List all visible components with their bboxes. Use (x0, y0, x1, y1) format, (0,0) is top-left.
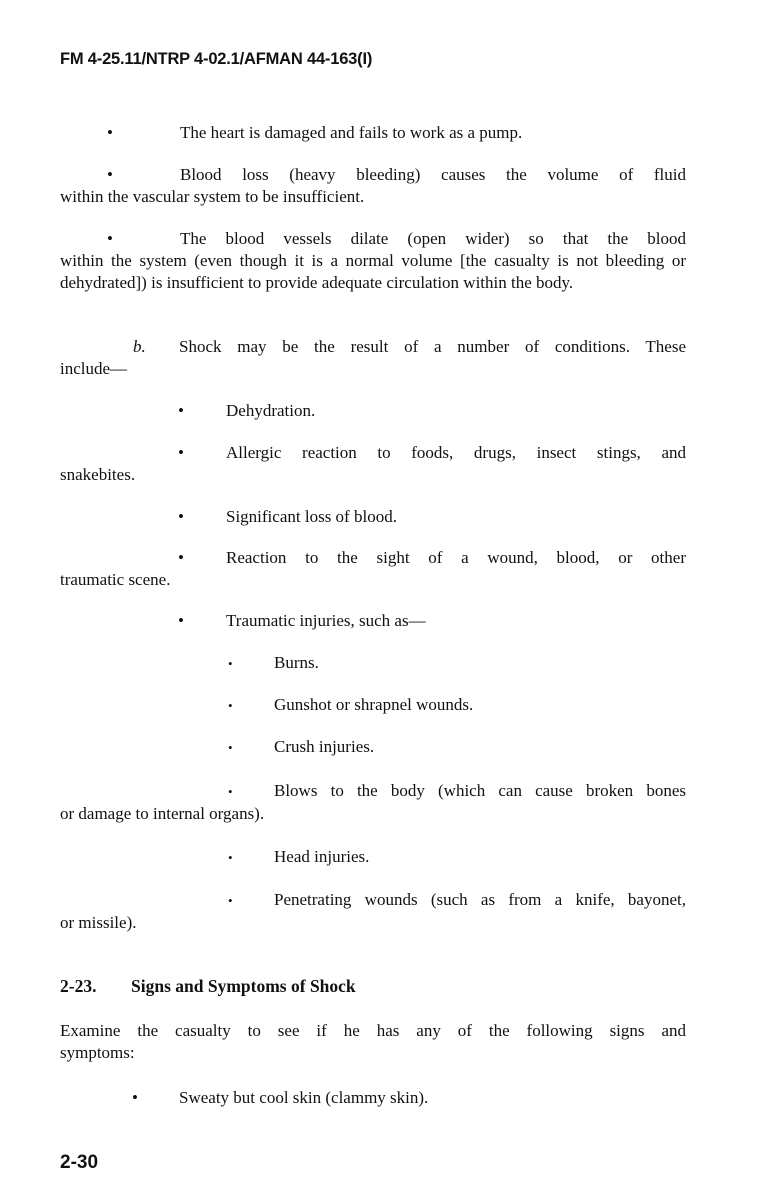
injury-blows-continued: or damage to internal organs). (60, 804, 265, 823)
paragraph-b-continued: include— (60, 359, 128, 378)
bullet-marker: • (107, 165, 113, 184)
injury-blows-text: Blows to the body (which can cause broken bones (274, 781, 686, 800)
bullet-marker: • (132, 1088, 138, 1107)
bullet-marker: • (107, 229, 113, 248)
condition-reaction (60, 547, 686, 591)
page-number: 2-30 (60, 1152, 99, 1173)
injury-head (60, 846, 686, 869)
bullet-marker: • (178, 611, 184, 630)
section-number: 2-23. (60, 976, 97, 996)
symptom-sweaty-text: Sweaty but cool skin (clammy skin). (179, 1088, 429, 1107)
injury-head-text: Head injuries. (274, 847, 370, 866)
injury-penetrating (60, 889, 686, 934)
injury-gunshot (60, 694, 686, 717)
bullet-marker: • (107, 123, 113, 142)
sub-bullet-marker: • (228, 784, 233, 799)
paragraph-b (60, 336, 686, 380)
bullet-vessels (60, 228, 686, 294)
condition-traumatic-text: Traumatic injuries, such as— (226, 611, 426, 630)
bullet-marker: • (178, 401, 184, 420)
bullet-marker: • (178, 443, 184, 462)
injury-penetrating-text: Penetrating wounds (such as from a knife, bayonet, (274, 890, 686, 909)
condition-allergic-text: Allergic reaction to foods, drugs, insect stings, and (226, 443, 686, 462)
sub-bullet-marker: • (228, 656, 233, 671)
sub-bullet-marker: • (228, 740, 233, 755)
sub-bullet-marker: • (228, 850, 233, 865)
section-intro-continued: symptoms: (60, 1043, 135, 1062)
injury-penetrating-continued: or missile). (60, 913, 137, 932)
bullet-heart-text: The heart is damaged and fails to work as a pump. (180, 123, 523, 142)
bullet-heart (60, 122, 686, 144)
condition-reaction-text: Reaction to the sight of a wound, blood, or other (226, 548, 686, 567)
condition-traumatic (60, 610, 686, 632)
injury-gunshot-text: Gunshot or shrapnel wounds. (274, 695, 474, 714)
section-heading (60, 976, 356, 997)
condition-blood-loss-text: Significant loss of blood. (226, 507, 397, 526)
injury-blows (60, 780, 686, 825)
section-intro-text: Examine the casualty to see if he has any of the following signs and (60, 1021, 686, 1040)
bullet-marker: • (178, 507, 184, 526)
injury-crush-text: Crush injuries. (274, 737, 375, 756)
section-intro (60, 1020, 686, 1064)
bullet-marker: • (178, 548, 184, 567)
condition-dehydration (60, 400, 686, 422)
paragraph-b-text: Shock may be the result of a number of conditions. These (179, 337, 686, 356)
sub-bullet-marker: • (228, 893, 233, 908)
sub-bullet-marker: • (228, 698, 233, 713)
condition-dehydration-text: Dehydration. (226, 401, 316, 420)
injury-crush (60, 736, 686, 759)
symptom-sweaty (60, 1087, 686, 1109)
condition-reaction-continued: traumatic scene. (60, 570, 171, 589)
section-title: Signs and Symptoms of Shock (131, 976, 356, 996)
injury-burns-text: Burns. (274, 653, 319, 672)
bullet-vessels-text: The blood vessels dilate (open wider) so that the blood (180, 229, 686, 248)
page-header: FM 4-25.11/NTRP 4-02.1/AFMAN 44-163(I) (60, 50, 373, 68)
bullet-vessels-continued: within the system (even though it is a normal volume [the casualty is not bleeding or dehydrated]) is insufficient to provide adequate circulation within the body. (60, 251, 686, 292)
paragraph-b-label: b. (133, 337, 146, 356)
bullet-blood-loss-continued: within the vascular system to be insufficient. (60, 187, 365, 206)
injury-burns (60, 652, 686, 675)
condition-allergic (60, 442, 686, 486)
condition-blood-loss (60, 506, 686, 528)
bullet-blood-loss-text: Blood loss (heavy bleeding) causes the volume of fluid (180, 165, 686, 184)
bullet-blood-loss (60, 164, 686, 208)
condition-allergic-continued: snakebites. (60, 465, 136, 484)
